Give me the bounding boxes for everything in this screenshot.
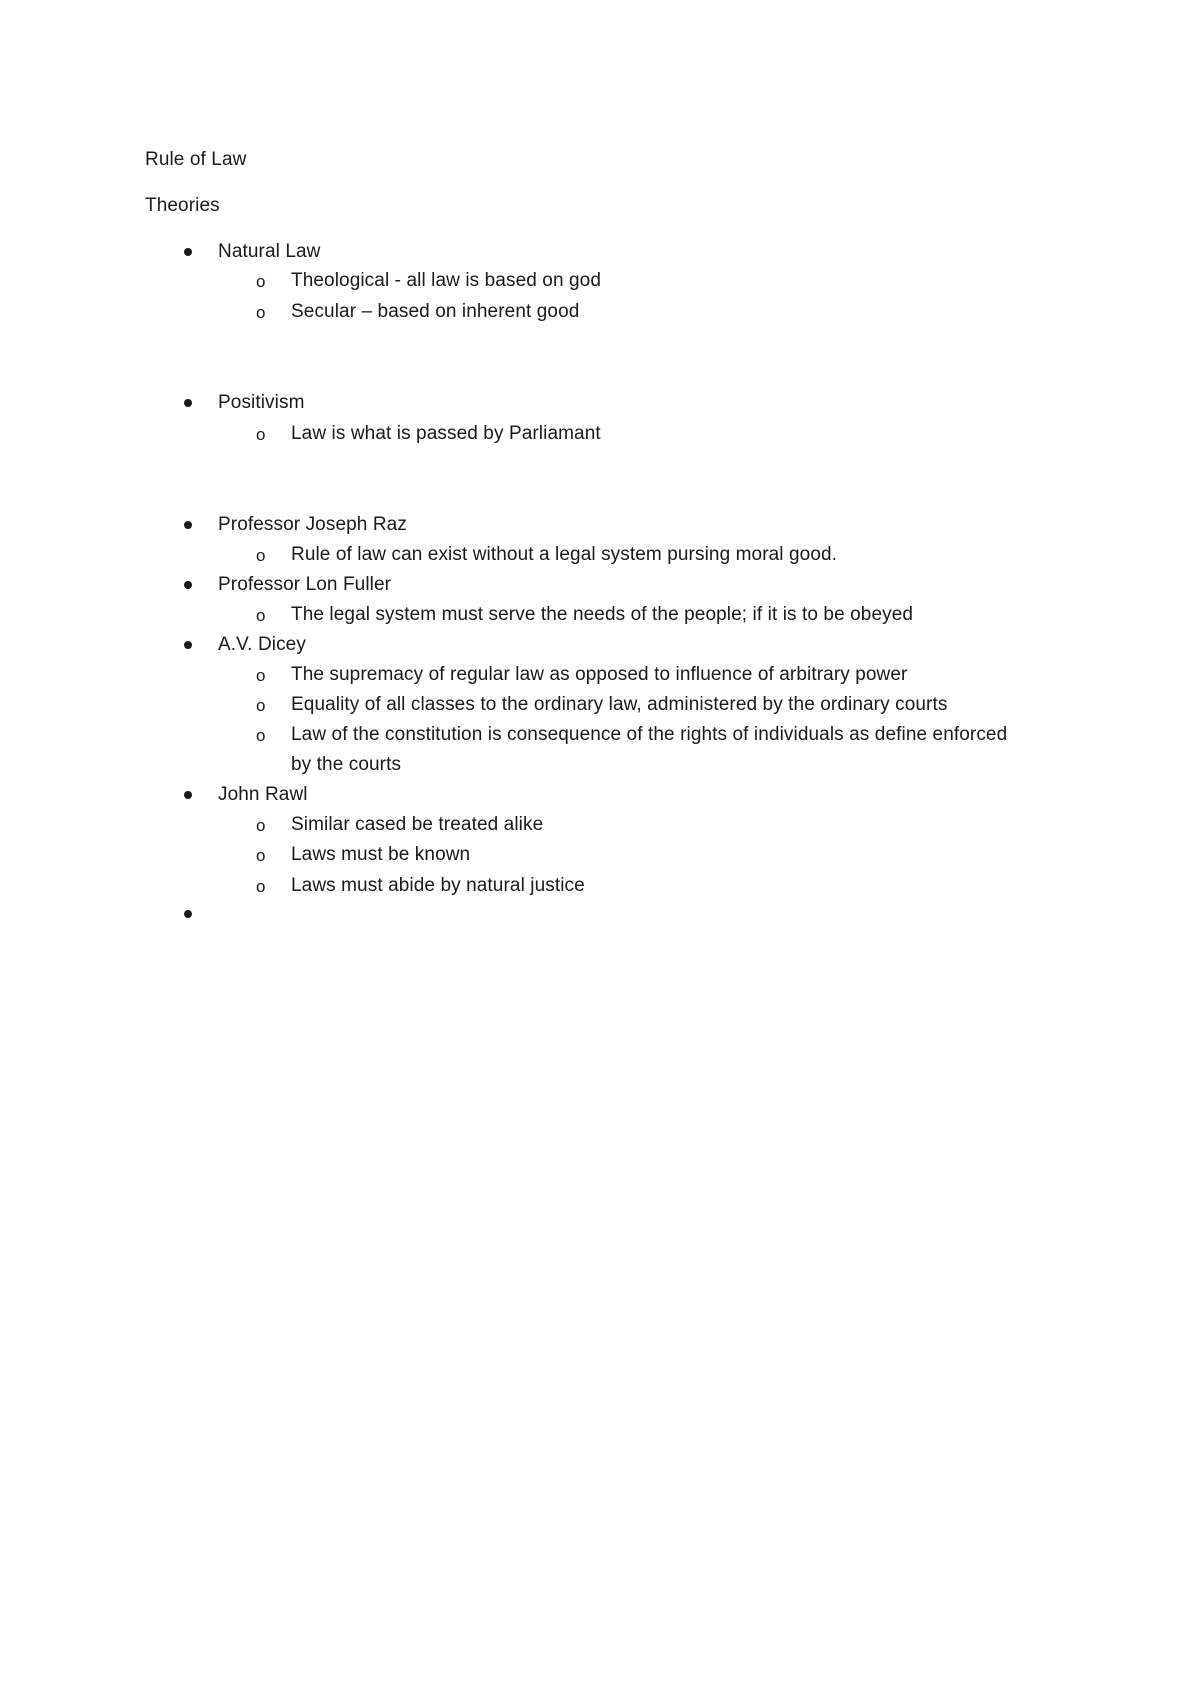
- sub-list-item-continuation: by the courts: [291, 754, 402, 775]
- bullet-icon: [184, 248, 192, 256]
- sub-bullet-icon: o: [256, 666, 266, 685]
- sub-bullet-icon: o: [256, 726, 266, 745]
- list-item: Positivism: [218, 392, 305, 413]
- bullet-icon: [184, 521, 192, 529]
- sub-bullet-icon: o: [256, 546, 266, 565]
- sub-list-item: Law is what is passed by Parliamant: [291, 423, 601, 444]
- sub-list-item: The supremacy of regular law as opposed to influence of arbitrary power: [291, 664, 908, 685]
- section-heading: Theories: [145, 195, 220, 216]
- bullet-icon: [184, 641, 192, 649]
- sub-list-item: Theological - all law is based on god: [291, 270, 601, 291]
- sub-list-item: Laws must be known: [291, 844, 471, 865]
- sub-list-item: Law of the constitution is consequence of the rights of individuals as define enforced: [291, 724, 1008, 745]
- sub-bullet-icon: o: [256, 303, 266, 322]
- sub-bullet-icon: o: [256, 846, 266, 865]
- sub-list-item: Similar cased be treated alike: [291, 814, 544, 835]
- sub-bullet-icon: o: [256, 425, 266, 444]
- list-item: Natural Law: [218, 241, 321, 262]
- sub-bullet-icon: o: [256, 816, 266, 835]
- sub-list-item: The legal system must serve the needs of the people; if it is to be obeyed: [291, 604, 914, 625]
- sub-list-item: Rule of law can exist without a legal system pursing moral good.: [291, 544, 838, 565]
- list-item: Professor Joseph Raz: [218, 514, 407, 535]
- sub-bullet-icon: o: [256, 877, 266, 896]
- list-item: John Rawl: [218, 784, 308, 805]
- list-item: A.V. Dicey: [218, 634, 306, 655]
- sub-bullet-icon: o: [256, 606, 266, 625]
- sub-list-item: Equality of all classes to the ordinary law, administered by the ordinary courts: [291, 694, 948, 715]
- sub-bullet-icon: o: [256, 272, 266, 291]
- bullet-icon: [184, 581, 192, 589]
- bullet-icon: [184, 791, 192, 799]
- list-item: Professor Lon Fuller: [218, 574, 392, 595]
- sub-list-item: Secular – based on inherent good: [291, 301, 580, 322]
- sub-list-item: Laws must abide by natural justice: [291, 875, 585, 896]
- sub-bullet-icon: o: [256, 696, 266, 715]
- document-title: Rule of Law: [145, 149, 247, 170]
- empty-bullet-icon: [184, 910, 192, 918]
- bullet-icon: [184, 399, 192, 407]
